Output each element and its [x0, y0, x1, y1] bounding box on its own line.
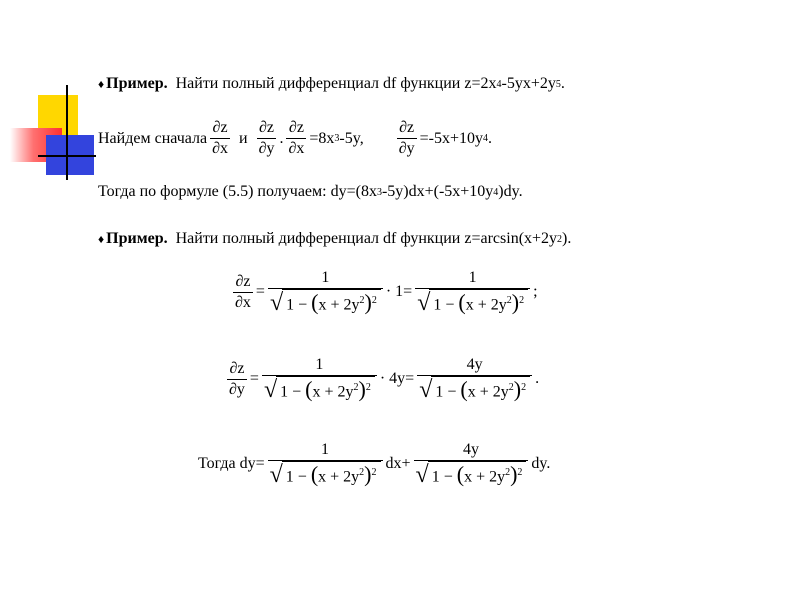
- f1-frac1: 1 √ $1 - (x + 2y^2)^2$: [268, 268, 383, 316]
- partials-eq2-tail: .: [487, 129, 492, 147]
- result-line: [98, 183, 523, 201]
- f2-times: · 4y=: [379, 370, 415, 388]
- result-text: Тогда по формуле (5.5) получаем: dy=(8x: [98, 183, 377, 200]
- f2-eq: =: [249, 370, 259, 388]
- example1-label: Пример.: [106, 75, 168, 92]
- f3-frac1: 1 √ $1 - (x + 2y^2)^2$: [268, 440, 383, 488]
- example1-text2: -5yx+2y: [501, 75, 556, 92]
- formula2: [224, 355, 539, 403]
- result-end: )dy.: [498, 183, 523, 200]
- formula3: [198, 440, 550, 488]
- frac-dz-dx-f1: $\frac{\partial z}{\partial x}$: [235, 272, 251, 311]
- example1-end: .: [560, 75, 565, 92]
- decor-horizontal-line: [38, 155, 96, 157]
- f3-prefix: Тогда dy=: [198, 455, 265, 473]
- result-exp1: 3: [376, 186, 382, 198]
- decor-vertical-line: [66, 85, 68, 180]
- example2-exp: 2: [557, 233, 563, 245]
- diamond-bullet-icon: ♦: [98, 231, 105, 246]
- f1-times: · 1=: [385, 283, 413, 301]
- partials-eq1-exp: 3: [334, 133, 340, 144]
- example2-text: Найти полный дифференциал df функции z=arcsin(x+2y: [175, 230, 558, 247]
- f2-frac2: 4y √ $1 - (x + 2y^2)^2$: [417, 355, 532, 403]
- formula1: [230, 268, 538, 316]
- partials-eq2: =-5x+10y: [419, 129, 483, 147]
- example1-exp2: 5: [555, 78, 561, 90]
- partials-and: и: [239, 129, 248, 147]
- frac-dz-dy-f2: $\frac{\partial z}{\partial y}$: [229, 359, 245, 398]
- partials-eq1: =8x: [309, 129, 335, 147]
- result-exp2: 4: [493, 186, 499, 198]
- example2-end: ).: [562, 230, 572, 247]
- result-mid: -5y)dx+(-5x+10y: [381, 183, 494, 200]
- f1-eq: =: [255, 283, 265, 301]
- f2-end: .: [535, 370, 540, 388]
- diamond-bullet-icon: ♦: [98, 76, 105, 91]
- f3-end: dy.: [531, 455, 551, 473]
- f3-frac2: 4y √ $1 - (x + 2y^2)^2$: [414, 440, 529, 488]
- partials-line: [98, 118, 492, 159]
- f2-frac1: 1 √ $1 - (x + 2y^2)^2$: [262, 355, 377, 403]
- frac-dz-dy-2: $\frac{\partial z}{\partial y}$: [398, 119, 415, 157]
- f3-mid: dx+: [385, 455, 411, 473]
- example2-label: Пример.: [106, 230, 168, 247]
- example1-exp1: 4: [496, 78, 502, 90]
- partials-eq1-tail: -5y,: [339, 129, 364, 147]
- frac-dz-dx-2: $\frac{\partial z}{\partial x}$: [288, 119, 305, 157]
- example1-text: Найти полный дифференциал df функции z=2x: [175, 75, 497, 92]
- f1-end: ;: [533, 283, 538, 301]
- example2-line: [98, 230, 571, 248]
- frac-dz-dy: $\frac{\partial z}{\partial y}$: [258, 119, 275, 157]
- example1-line: [98, 75, 565, 93]
- f1-frac2: 1 √ $1 - (x + 2y^2)^2$: [415, 268, 530, 316]
- partials-prefix: Найдем сначала: [98, 129, 208, 147]
- partials-dot: .: [279, 129, 284, 147]
- partials-eq2-exp: 4: [482, 133, 488, 144]
- frac-dz-dx: $\frac{\partial z}{\partial x}$: [212, 119, 228, 157]
